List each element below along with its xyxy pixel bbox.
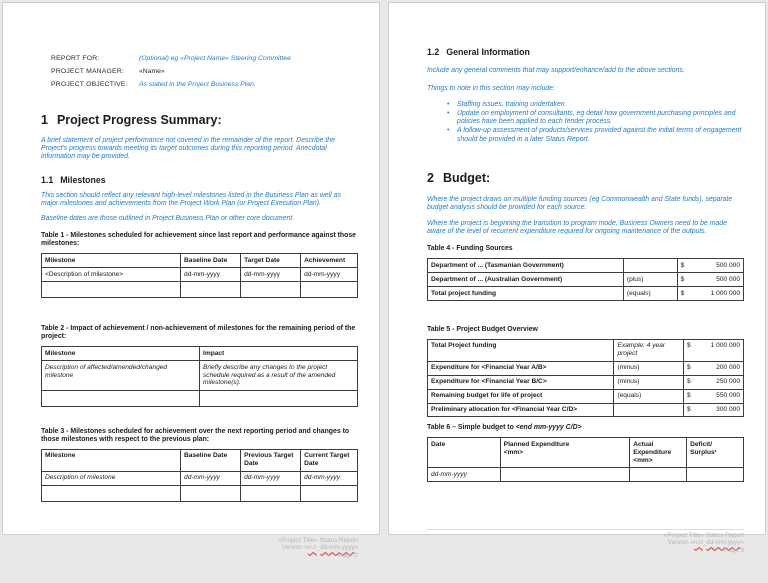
table-6-header-deficit-surplus	[687, 438, 744, 468]
table-4-cell-operator	[623, 259, 677, 273]
footer-title: «Project Title» Status Report	[277, 536, 358, 544]
heading-budget	[427, 171, 744, 185]
heading-number: 2	[427, 171, 434, 186]
table-4-cell-item: Total project funding	[428, 287, 624, 301]
table-5-cell-amount	[683, 339, 743, 361]
amount-value: 550 000	[716, 392, 740, 400]
table-1-cell-baseline-date: dd-mm-yyyy	[181, 268, 241, 282]
table-5-cell-amount	[683, 389, 743, 403]
table-5-cell-operator: (minus)	[614, 361, 684, 375]
table-6-header-planned-expenditure	[500, 438, 630, 468]
header-line-2: <mm>	[633, 456, 653, 464]
header-line-1: Deficit/ Surplus¹	[690, 440, 717, 456]
table-2-empty-row	[42, 390, 358, 406]
table-5-cell-item: Remaining budget for life of project	[428, 389, 614, 403]
table-5-cell-amount	[683, 361, 743, 375]
meta-project-objective-value: As stated in the Project Business Plan.	[139, 81, 256, 89]
table-6-caption	[427, 424, 744, 432]
page-2-content	[3, 52, 379, 583]
table-3-header-row	[42, 449, 358, 471]
footer-version-date: dd-mm-yyyy	[706, 539, 741, 547]
table-5-cell-item: Total Project funding	[428, 339, 614, 361]
table-2-cell-impact: Briefly describe any changes to the project schedule required as a result of the amended milestone(s).	[200, 361, 358, 391]
table-3-cell-baseline-date: dd-mm-yyyy	[181, 471, 241, 485]
amount-value: 300 000	[716, 406, 740, 414]
currency-symbol: $	[686, 378, 691, 386]
currency-symbol: $	[686, 392, 691, 400]
table-6-caption-placeholder: <end mm-yyyy C/D>	[515, 424, 582, 432]
table-6-cell-date: dd-mm-yyyy	[428, 468, 501, 482]
footer-version	[41, 544, 358, 552]
table-1-caption: Table 1 - Milestones scheduled for achievement since last report and performance against those milestones:	[41, 232, 357, 248]
footer-version	[427, 539, 744, 547]
table-3-upcoming-milestones	[41, 449, 358, 502]
table-1-cell-target-date: dd-mm-yyyy	[241, 268, 301, 282]
heading-general-information	[427, 47, 744, 57]
table-6-header-actual-expenditure	[630, 438, 687, 468]
table-5-cell-item: Expenditure for <Financial Year A/B>	[428, 361, 614, 375]
meta-project-manager-label: PROJECT MANAGER:	[51, 68, 124, 76]
table-4-cell-operator: (equals)	[623, 287, 677, 301]
currency-symbol: $	[680, 261, 685, 269]
meta-project-objective-label: PROJECT OBJECTIVE:	[51, 81, 128, 89]
amount-value: 500 000	[716, 261, 740, 269]
table-4-row-total	[428, 287, 744, 301]
heading-number: 1.2	[427, 47, 440, 57]
table-3-empty-row	[42, 485, 358, 501]
table-1-milestones	[41, 253, 358, 298]
currency-symbol: $	[686, 406, 691, 414]
footer-version-number: n.n	[307, 544, 317, 552]
guidance-general-comments: Include any general comments that may support/enhance/add to the above sections.	[427, 67, 685, 74]
meta-report-for-label: REPORT FOR:	[51, 55, 100, 62]
table-1-empty-row	[42, 282, 358, 298]
table-1-cell-milestone: <Description of milestone>	[42, 268, 181, 282]
heading-text: Milestones	[60, 174, 106, 185]
table-4-cell-operator: (plus)	[623, 273, 677, 287]
heading-number: 1.1	[41, 174, 54, 185]
footer-version-suffix: »	[354, 544, 358, 552]
table-5-cell-example-note: Example: 4 year project	[614, 339, 684, 361]
guidance-progress-summary: A brief statement of project performance not covered in the remainder of the report. Describe the Project's progress towards meeting its target outcomes during this reporting period. Anecdotal information may be provided.	[41, 136, 335, 161]
table-4-row-tasmanian	[428, 259, 744, 273]
table-5-cell-amount	[683, 403, 743, 417]
table-5-row-preliminary-allocation	[428, 403, 744, 417]
amount-value: 500 000	[716, 275, 740, 283]
document-page-3	[388, 2, 766, 555]
amount-value: 1 000 000	[710, 289, 740, 297]
guidance-funding-sources: Where the project draws on multiple funding sources (eg Commonwealth and State funds), separate budget analysis should be provided for each source.	[427, 196, 733, 212]
table-3-cell-current-target-date: dd-mm-yyyy	[301, 471, 358, 485]
table-4-cell-item: Department of ... (Australian Government)	[428, 273, 624, 287]
table-1-header-target-date: Target Date	[241, 254, 301, 268]
table-3-row	[42, 471, 358, 485]
guidance-milestones: This section should reflect any relevant high-level milestones listed in the Business Plan as well as major milestones and achievements from the Project Work Plan (or Project Execution Plan).	[41, 191, 341, 207]
header-line-1: Date	[431, 440, 446, 448]
table-5-row-expenditure-ab	[428, 361, 744, 375]
bullet-follow-up: • A follow-up assessment of products/services provided against the initial terms of engagement should be provided in a later Status Report.	[447, 127, 744, 144]
document-page-2	[2, 2, 380, 560]
table-1-header-milestone: Milestone	[42, 254, 181, 268]
table-5-cell-item: Expenditure for <Financial Year B/C>	[428, 375, 614, 389]
amount-value: 200 000	[716, 364, 740, 372]
footer-version-separator: _	[702, 539, 707, 547]
table-4-cell-item: Department of ... (Tasmanian Government)	[428, 259, 624, 273]
table-3-header-previous-target-date: Previous Target Date	[241, 449, 301, 471]
bullet-staffing: • Staffing issues, training undertaken	[447, 101, 744, 109]
table-1-header-baseline-date: Baseline Date	[181, 254, 241, 268]
table-6-simple-budget	[427, 437, 744, 482]
heading-number: 1	[41, 112, 48, 127]
footer-version-prefix: Version «	[667, 539, 694, 547]
meta-project-objective	[51, 78, 358, 91]
table-4-cell-amount	[677, 273, 743, 287]
table-4-cell-amount	[677, 259, 743, 273]
table-3-header-current-target-date: Current Target Date	[301, 449, 358, 471]
footer-version-separator: _	[316, 544, 321, 552]
table-3-header-milestone: Milestone	[42, 449, 181, 471]
table-5-budget-overview	[427, 339, 744, 417]
amount-value: 250 000	[716, 378, 740, 386]
table-2-header-milestone: Milestone	[42, 347, 200, 361]
currency-symbol: $	[680, 275, 685, 283]
footer-version-number: n.n	[693, 539, 703, 547]
footer-page-number: Page 2	[338, 552, 358, 560]
footer-version-prefix: Version «	[281, 544, 308, 552]
table-6-header-row	[428, 438, 744, 468]
table-4-cell-amount	[677, 287, 743, 301]
table-5-cell-item: Preliminary allocation for <Financial Year C/D>	[428, 403, 614, 417]
meta-report-for	[51, 52, 358, 65]
table-2-cell-milestone: Description of affected/amended/changed milestone	[42, 361, 200, 391]
table-3-cell-previous-target-date: dd-mm-yyyy	[241, 471, 301, 485]
guidance-program-mode: Where the project is beginning the transition to program mode, Business Owners need to be made aware of the level of recurrent expenditure required for ongoing maintenance of the outputs.	[427, 219, 727, 235]
table-5-row-total-funding	[428, 339, 744, 361]
page-3-footer	[427, 529, 744, 555]
table-2-row	[42, 361, 358, 391]
table-5-cell-operator	[614, 403, 684, 417]
table-2-header-impact: Impact	[200, 347, 358, 361]
table-3-cell-milestone: Description of milestone	[42, 471, 181, 485]
table-5-row-expenditure-bc	[428, 375, 744, 389]
footer-page-number: Page 3	[724, 547, 744, 555]
table-2-caption: Table 2 - Impact of achievement / non-achievement of milestones for the remaining period of the project:	[41, 325, 356, 341]
header-line-2: <mm>	[503, 448, 524, 456]
heading-project-progress-summary	[41, 113, 358, 127]
table-4-funding-sources	[427, 258, 744, 301]
table-4-row-australian	[428, 273, 744, 287]
page-2-footer	[41, 534, 358, 560]
currency-symbol: $	[680, 289, 685, 297]
bullet-consultants: • Update on employment of consultants, eg detail how government purchasing principles and policies have been applied to each tender process.	[447, 110, 744, 127]
table-3-caption: Table 3 - Milestones scheduled for achievement over the next reporting period and changes to those milestones with respect to the previous plan:	[41, 427, 350, 443]
currency-symbol: $	[686, 364, 691, 372]
table-6-cell-deficit	[687, 468, 744, 482]
guidance-things-to-note: Things to note in this section may include:	[427, 85, 555, 93]
guidance-baseline-dates: Baseline dates are those outlined in Project Business Plan or other core document.	[41, 215, 295, 223]
table-2-header-row	[42, 347, 358, 361]
table-5-caption: Table 5 - Project Budget Overview	[427, 325, 538, 333]
amount-value: 1 000 000	[710, 342, 740, 350]
table-4-caption: Table 4 - Funding Sources	[427, 245, 513, 253]
footer-version-date: dd-mm-yyyy	[320, 544, 355, 552]
general-information-bullets	[447, 101, 744, 144]
currency-symbol: $	[686, 342, 691, 350]
heading-milestones	[41, 175, 358, 185]
meta-project-manager	[51, 65, 358, 78]
table-1-row	[42, 268, 358, 282]
table-6-header-date	[428, 438, 501, 468]
table-3-header-baseline-date: Baseline Date	[181, 449, 241, 471]
table-5-cell-operator: (minus)	[614, 375, 684, 389]
header-line-1: Planned Expenditure	[503, 440, 570, 448]
table-6-row	[428, 468, 744, 482]
meta-report-for-value: (Optional) eg «Project Name» Steering Committee	[139, 55, 291, 62]
table-6-cell-actual	[630, 468, 687, 482]
table-1-header-achievement: Achievement	[301, 254, 358, 268]
table-6-caption-text: Table 6 – Simple budget to	[427, 424, 516, 432]
meta-project-manager-value: «Name»	[139, 68, 165, 76]
table-5-cell-operator: (equals)	[614, 389, 684, 403]
heading-text: Project Progress Summary:	[56, 112, 222, 127]
footer-title: «Project Title» Status Report	[663, 531, 744, 539]
table-2-impact	[41, 346, 358, 407]
table-6-cell-planned	[500, 468, 630, 482]
footer-version-suffix: »	[740, 539, 744, 547]
header-line-1: Actual Expenditure	[633, 440, 672, 456]
page-3-content	[389, 47, 765, 578]
table-5-cell-amount	[683, 375, 743, 389]
table-1-header-row	[42, 254, 358, 268]
heading-text: General Information	[446, 47, 530, 57]
report-meta	[51, 52, 358, 92]
table-5-row-remaining-budget	[428, 389, 744, 403]
table-1-cell-achievement: dd-mm-yyyy	[301, 268, 358, 282]
heading-text: Budget:	[442, 171, 491, 186]
